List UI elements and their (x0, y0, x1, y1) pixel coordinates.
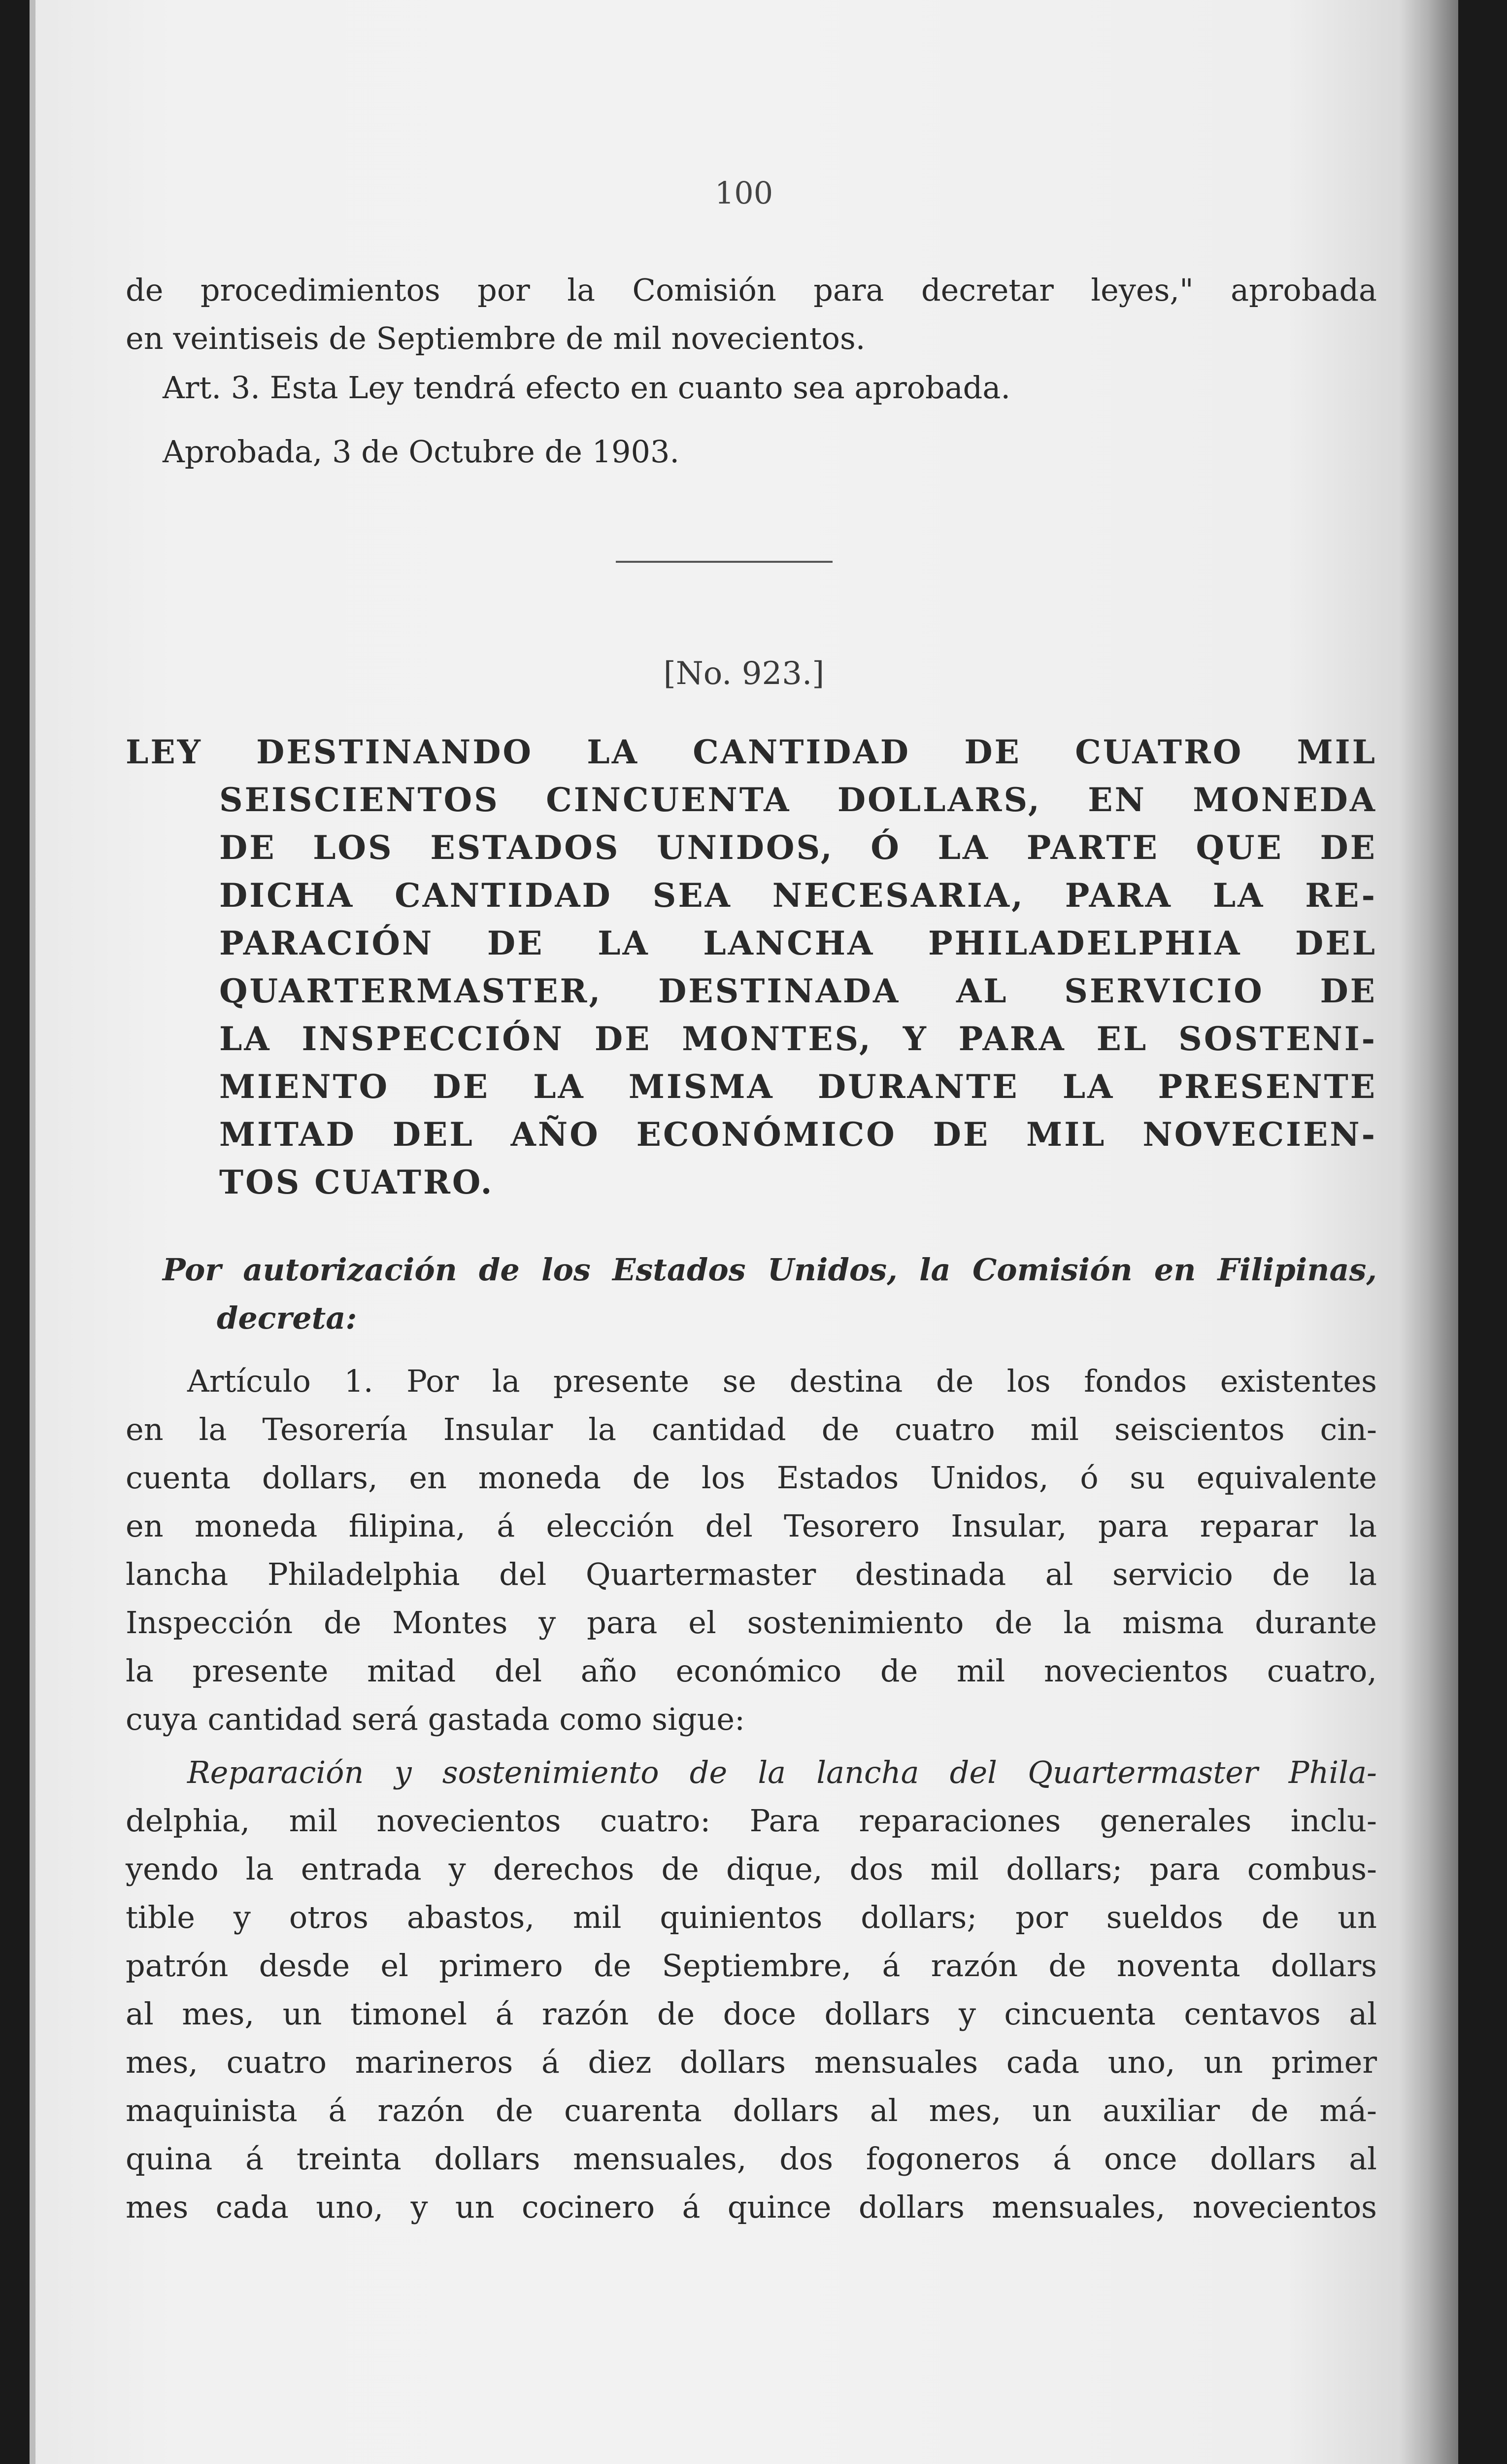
article-1-line: Inspección de Montes y para el sostenimiento de la misma durante (126, 1605, 1377, 1641)
enacting-clause: Por autorización de los Estados Unidos, la Comisión en Filipinas, (163, 1252, 1377, 1288)
act-title-line: LEY DESTINANDO LA CANTIDAD DE CUATRO MIL (126, 733, 1377, 771)
article-1-line: lancha Philadelphia del Quartermaster destinada al servicio de la (126, 1556, 1377, 1592)
repair-paragraph-line: quina á treinta dollars mensuales, dos fogoneros á once dollars al (126, 2141, 1377, 2177)
repair-paragraph-line: Reparación y sostenimiento de la lancha del Quartermaster Phila- (187, 1754, 1377, 1790)
article-1-line: Artículo 1. Por la presente se destina de los fondos existentes (187, 1363, 1377, 1399)
article-1-line: la presente mitad del año económico de mil novecientos cuatro, (126, 1653, 1377, 1689)
act-title-line: MIENTO DE LA MISMA DURANTE LA PRESENTE (219, 1067, 1377, 1106)
repair-paragraph-line: tible y otros abastos, mil quinientos dollars; por sueldos de un (126, 1899, 1377, 1935)
repair-paragraph-line: al mes, un timonel á razón de doce dollars y cincuenta centavos al (126, 1996, 1377, 2032)
act-title-line: SEISCIENTOS CINCUENTA DOLLARS, EN MONEDA (219, 781, 1377, 819)
article-1-line: cuya cantidad será gastada como sigue: (126, 1701, 745, 1737)
repair-paragraph-line: patrón desde el primero de Septiembre, á razón de noventa dollars (126, 1948, 1377, 1984)
act-title-line: DE LOS ESTADOS UNIDOS, Ó LA PARTE QUE DE (219, 828, 1377, 867)
enacting-clause: decreta: (217, 1300, 357, 1336)
page-gutter-shadow (1399, 0, 1458, 2464)
repair-paragraph-line: delphia, mil novecientos cuatro: Para reparaciones generales inclu- (126, 1803, 1377, 1839)
act-title-line: TOS CUATRO. (219, 1163, 494, 1201)
act-title-line: LA INSPECCIÓN DE MONTES, Y PARA EL SOSTENI- (219, 1020, 1377, 1058)
document-page (30, 0, 1458, 2464)
repair-paragraph-line: yendo la entrada y derechos de dique, dos mil dollars; para combus- (126, 1851, 1377, 1887)
page-left-edge (30, 0, 35, 2464)
approval-date: Aprobada, 3 de Octubre de 1903. (163, 434, 680, 470)
act-title (126, 728, 1377, 1206)
act-title-line: PARACIÓN DE LA LANCHA PHILADELPHIA DEL (219, 924, 1377, 962)
page-number: 100 (714, 175, 773, 211)
article-1-line: en la Tesorería Insular la cantidad de cuatro mil seiscientos cin- (126, 1411, 1377, 1447)
act-title-line: QUARTERMASTER, DESTINADA AL SERVICIO DE (219, 972, 1377, 1010)
article-1-line: cuenta dollars, en moneda de los Estados Unidos, ó su equivalente (126, 1460, 1377, 1496)
repair-paragraph-line: mes cada uno, y un cocinero á quince dollars mensuales, novecientos (126, 2189, 1377, 2225)
act-title-line: MITAD DEL AÑO ECONÓMICO DE MIL NOVECIEN- (219, 1115, 1377, 1154)
repair-paragraph-line: maquinista á razón de cuarenta dollars al mes, un auxiliar de má- (126, 2092, 1377, 2128)
article-3: Art. 3. Esta Ley tendrá efecto en cuanto sea aprobada. (163, 370, 1011, 406)
section-divider (616, 561, 833, 563)
act-number: [No. 923.] (663, 655, 825, 692)
article-1-line: en moneda filipina, á elección del Tesorero Insular, para reparar la (126, 1508, 1377, 1544)
repair-paragraph-line: mes, cuatro marineros á diez dollars mensuales cada uno, un primer (126, 2044, 1377, 2080)
intro-line: de procedimientos por la Comisión para decretar leyes," aprobada (126, 272, 1377, 308)
act-title-line: DICHA CANTIDAD SEA NECESARIA, PARA LA RE- (219, 876, 1377, 915)
intro-line: en veintiseis de Septiembre de mil novecientos. (126, 320, 866, 356)
